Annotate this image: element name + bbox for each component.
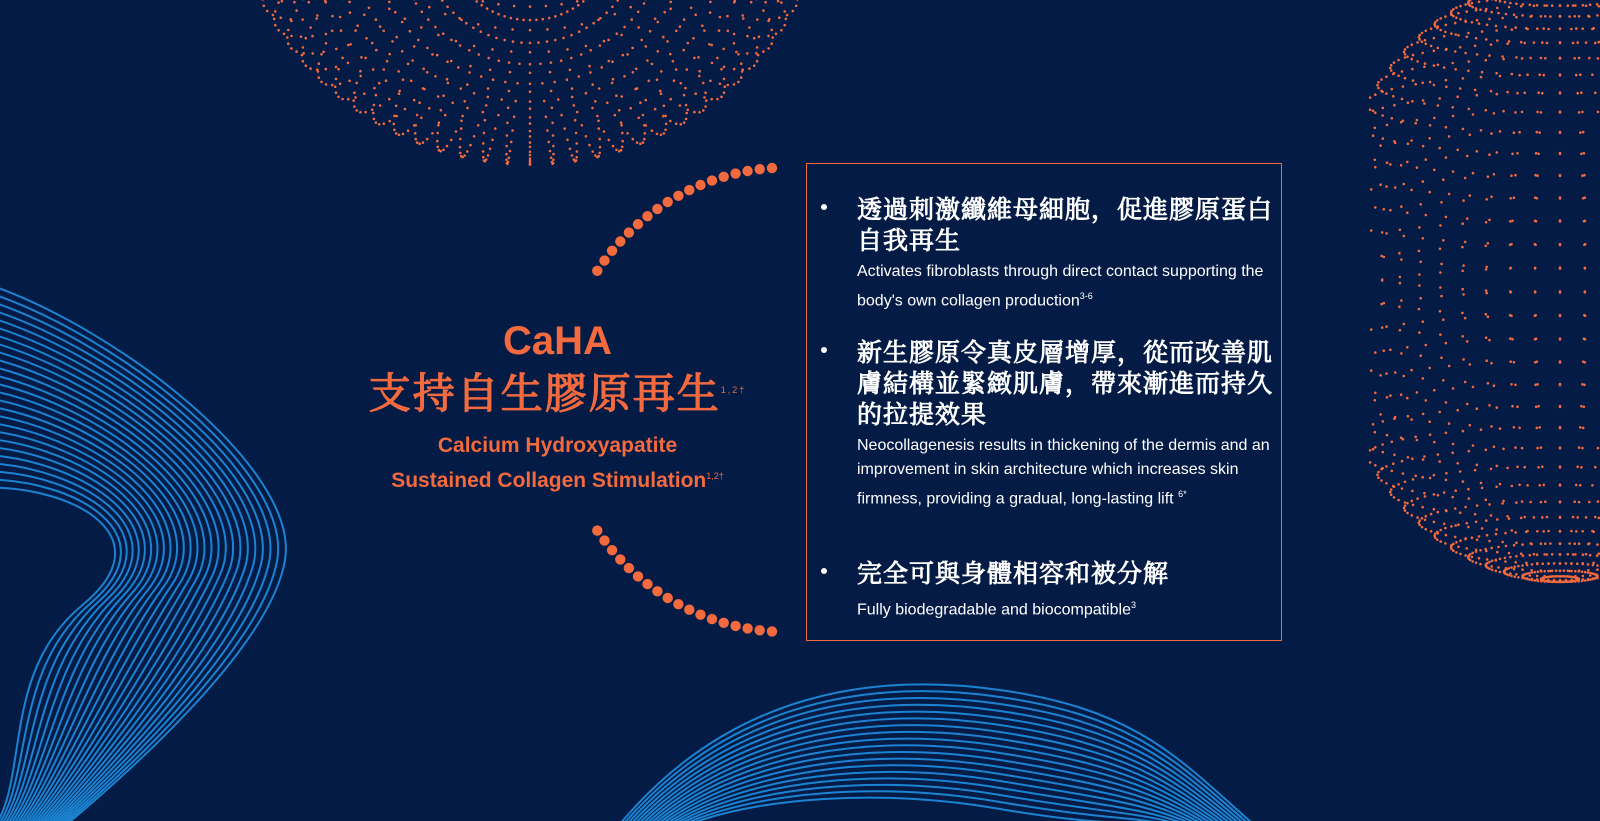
- chinese-title: [330, 364, 785, 420]
- benefit-ref: 3-6: [1079, 291, 1093, 301]
- benefit-en-text: Fully biodegradable and biocompatible: [857, 601, 1131, 619]
- benefit-cn: 透過刺激纖維母細胞，促進膠原蛋白自我再生: [857, 195, 1274, 255]
- benefit-en-text: Activates fibroblasts through direct contact supporting the body's own collagen production: [857, 263, 1264, 310]
- benefit-en-text: Neocollagenesis results in thickening of the dermis and an improvement in skin architecture which increases skin firmness, providing a gradual, long-lasting lift: [857, 437, 1270, 508]
- bullet-dot: [821, 568, 827, 574]
- bullet-dot: [821, 347, 827, 353]
- benefit-cn: 新生膠原令真皮層增厚，從而改善肌膚結構並緊緻肌膚，帶來漸進而持久的拉提效果: [857, 338, 1274, 429]
- english-subtitle-ref: 1,2†: [706, 471, 724, 481]
- chinese-title-ref: 1,2†: [720, 385, 747, 395]
- english-subtitle: [330, 430, 785, 496]
- benefit-item: [807, 337, 1283, 511]
- wave-lines-bottom: [615, 684, 1260, 821]
- benefit-en: [857, 434, 1283, 511]
- benefit-en: [857, 593, 1283, 622]
- benefit-ref: 6*: [1178, 489, 1187, 499]
- benefit-en: [857, 260, 1283, 313]
- benefit-item: [807, 194, 1283, 313]
- bullet-dot: [821, 204, 827, 210]
- dot-pattern-top: [261, 0, 798, 166]
- benefit-cn: 完全可與身體相容和被分解: [857, 559, 1170, 588]
- benefits-box: [806, 163, 1282, 641]
- brand-title: CaHA: [503, 319, 612, 363]
- dot-pattern-right: [1369, 0, 1600, 583]
- caha-heading-block: [330, 318, 785, 496]
- benefit-ref: 3: [1130, 600, 1136, 610]
- english-subtitle-line2-text: Sustained Collagen Stimulation: [391, 469, 707, 492]
- chinese-title-text: 支持自生膠原再生: [368, 370, 721, 417]
- english-subtitle-line2: [330, 461, 785, 496]
- english-subtitle-line1: Calcium Hydroxyapatite: [437, 434, 678, 457]
- benefit-item: [807, 558, 1283, 622]
- wave-lines-left: [0, 285, 286, 821]
